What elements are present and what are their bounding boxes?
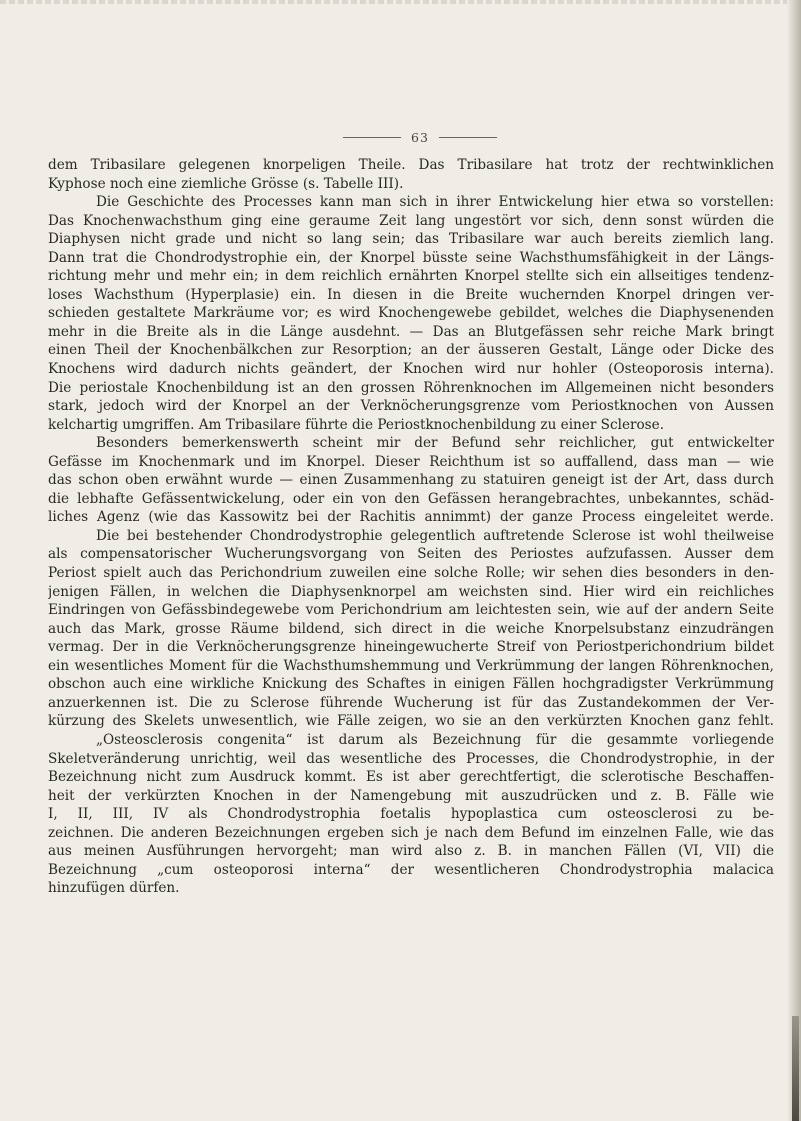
text-line: heit der verkürzten Knochen in der Namengebung mit auszudrücken und z. B. Fälle wie	[48, 787, 774, 804]
text-line: Gefässe im Knochenmark und im Knorpel. Dieser Reichthum ist so auffallend, dass man — wie	[48, 453, 774, 470]
text-line: Periost spielt auch das Perichondrium zuweilen eine solche Rolle; wir sehen dies besonders in den-	[48, 565, 774, 582]
text-line: kürzung des Skelets unwesentlich, wie Fälle zeigen, wo sie an den verkürzten Knochen ganz fehlt.	[48, 713, 774, 730]
header-rule-left	[343, 137, 401, 138]
text-line: Besonders bemerkenswerth scheint mir der Befund sehr reichlicher, gut entwickelter	[96, 435, 774, 452]
text-line: die lebhafte Gefässentwickelung, oder ein von den Gefässen herangebrachtes, unbekanntes, schäd-	[48, 490, 774, 507]
page-header	[290, 128, 550, 146]
text-line: Skeletveränderung unrichtig, weil das wesentliche des Processes, die Chondrodystrophie, in der	[48, 750, 774, 767]
text-line: stark, jedoch wird der Knorpel an der Verknöcherungsgrenze vom Periostknochen von Aussen	[48, 398, 774, 415]
header-rule-right	[439, 137, 497, 138]
text-line: einen Theil der Knochenbälkchen zur Resorption; an der äusseren Gestalt, Länge oder Dicke des	[48, 342, 774, 359]
text-line: Dann trat die Chondrodystrophie ein, der Knorpel büsste seine Wachsthumsfähigkeit in der Längs-	[48, 249, 774, 266]
text-line: I, II, III, IV als Chondrodystrophia foetalis hypoplastica cum osteosclerosi zu be-	[48, 806, 774, 823]
scan-right-edge	[787, 0, 801, 1121]
text-line: dem Tribasilare gelegenen knorpeligen Theile. Das Tribasilare hat trotz der rechtwinklichen	[48, 157, 774, 173]
text-line: kelchartig umgriffen. Am Tribasilare führte die Periostknochenbildung zu einer Sclerose.	[48, 416, 665, 433]
text-line: Das Knochenwachsthum ging eine geraume Zeit lang ungestört vor sich, denn sonst würden die	[48, 212, 774, 229]
text-line: „Osteosclerosis congenita“ ist darum als Bezeichnung für die gesammte vorliegende	[96, 731, 774, 748]
text-line: als compensatorischer Wucherungsvorgang von Seiten des Periostes aufzufassen. Ausser dem	[48, 546, 774, 563]
text-line: schieden gestaltete Markräume vor; es wird Knochengewebe gebildet, welches die Diaphysenenden	[48, 305, 774, 322]
text-line: vermag. Der in die Verknöcherungsgrenze hineingewucherte Streif von Periostperichondrium bildet	[48, 639, 774, 656]
text-line: Knochens wird dadurch nichts geändert, der Knochen wird nur hohler (Osteoporosis interna).	[48, 361, 774, 378]
text-line: auch das Mark, grosse Räume bildend, sich direct in die weiche Knorpelsubstanz einzudrängen	[48, 620, 774, 637]
text-line: Eindringen von Gefässbindegewebe vom Perichondrium am leichtesten sein, wie auf der andern Seite	[48, 602, 774, 619]
text-line: Die Geschichte des Processes kann man sich in ihrer Entwickelung hier etwa so vorstellen:	[96, 194, 774, 211]
body-text	[48, 156, 774, 898]
text-line: ein wesentliches Moment für die Wachsthumshemmung und Verkrümmung der langen Röhrenknochen,	[48, 657, 774, 674]
text-line: anzuerkennen ist. Die zu Sclerose führende Wucherung ist für das Zustandekommen der Ver-	[48, 694, 774, 711]
text-line: liches Agenz (wie das Kassowitz bei der Rachitis annimmt) der ganze Process eingeleitet werde.	[48, 509, 774, 526]
text-line: richtung mehr und mehr ein; in dem reichlich ernährten Knorpel stellte sich ein allseitiges tendenz-	[48, 268, 774, 285]
text-line: Kyphose noch eine ziemliche Grösse (s. Tabelle III).	[48, 175, 404, 192]
scan-edge-mark	[792, 1016, 799, 1121]
text-line: loses Wachsthum (Hyperplasie) ein. In diesen in die Breite wuchernden Knorpel dringen ver-	[48, 286, 774, 303]
text-line: jenigen Fällen, in welchen die Diaphysenknorpel am weichsten sind. Hier wird ein reichliches	[48, 583, 774, 600]
scan-top-border	[0, 0, 801, 4]
text-line: Die periostale Knochenbildung ist an den grossen Röhrenknochen im Allgemeinen nicht besonders	[48, 379, 774, 396]
text-line: das schon oben erwähnt wurde — einen Zusammenhang zu statuiren geneigt ist der Art, dass durch	[48, 472, 774, 489]
text-line: Diaphysen nicht grade und nicht so lang sein; das Tribasilare war auch bereits ziemlich lang.	[48, 231, 774, 248]
text-line: hinzufügen dürfen.	[48, 880, 180, 897]
text-line: aus meinen Ausführungen hervorgeht; man wird also z. B. in manchen Fällen (VI, VII) die	[48, 843, 774, 860]
text-line: Die bei bestehender Chondrodystrophie gelegentlich auftretende Sclerose ist wohl theilweise	[96, 527, 774, 544]
text-line: Bezeichnung nicht zum Ausdruck kommt. Es ist aber gerechtfertigt, die sclerotische Beschaffen-	[48, 769, 774, 786]
page-number: 63	[411, 129, 429, 145]
text-line: zeichnen. Die anderen Bezeichnungen ergeben sich je nach dem Befund im einzelnen Falle, wie das	[48, 824, 774, 841]
text-line: mehr in die Breite als in die Länge ausdehnt. — Das an Blutgefässen sehr reiche Mark bringt	[48, 323, 774, 340]
text-line: obschon auch eine wirkliche Knickung des Schaftes in einigen Fällen hochgradigster Verkrümmung	[48, 676, 774, 693]
text-line: Bezeichnung „cum osteoporosi interna“ der wesentlicheren Chondrodystrophia malacica	[48, 861, 774, 878]
